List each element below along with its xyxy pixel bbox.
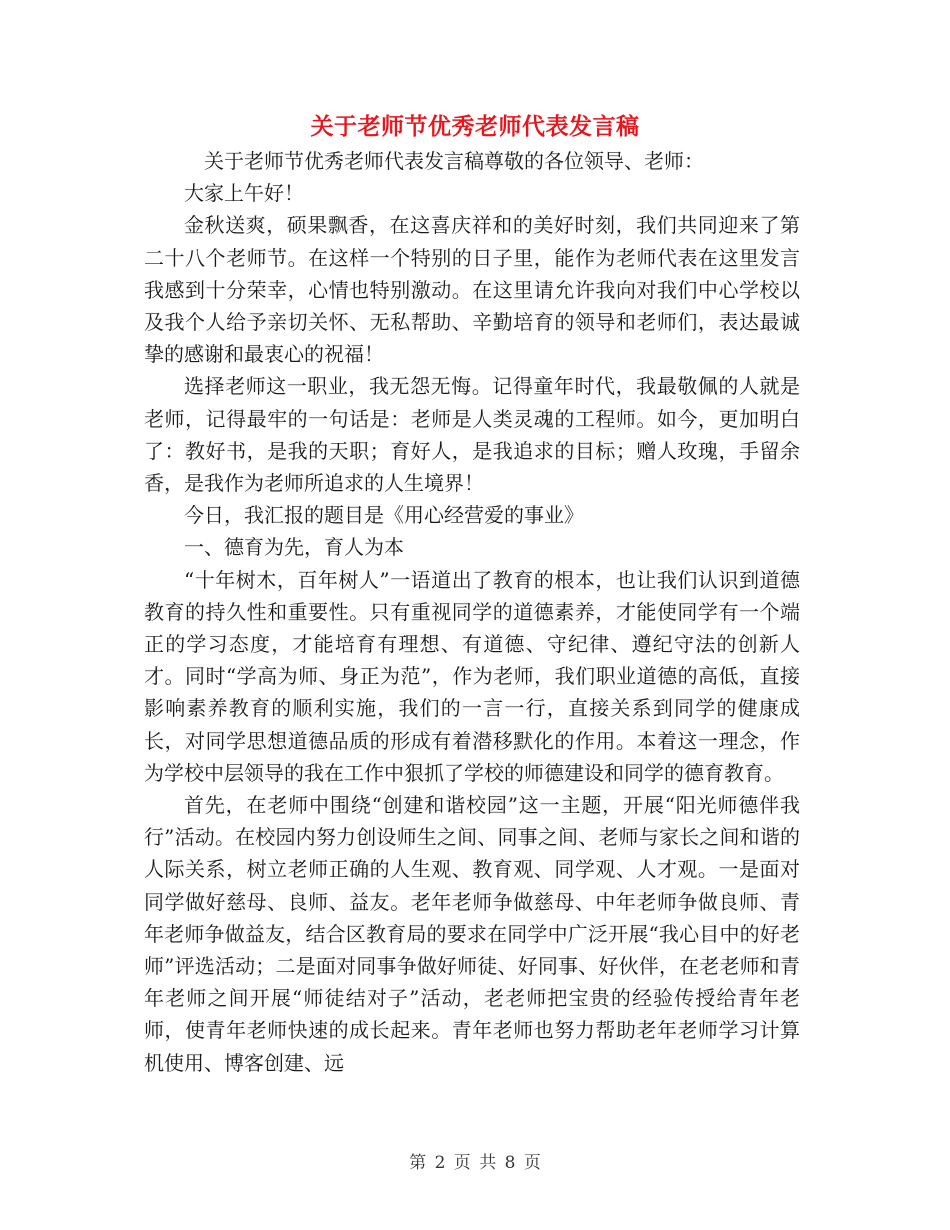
section-heading: 一、德育为先，育人为本	[184, 535, 404, 560]
page-number: 第 2 页 共 8 页	[409, 1153, 541, 1173]
paragraph: 金秋送爽，硕果飘香，在这喜庆祥和的美好时刻，我们共同迎来了第二十八个老师节。在这样一个特别的日子里，能作为老师代表在这里发言我感到十分荣幸，心情也特别激动。在这里请允许我向对我们中心学校以及我个人给予亲切关怀、无私帮助、辛勤培育的领导和老师们，表达最诚挚的感谢和最衷心的祝福！	[144, 213, 800, 367]
paragraph-report-topic: 今日，我汇报的题目是《用心经营爱的事业》	[184, 503, 584, 528]
document-title: 关于老师节优秀老师代表发言稿	[310, 113, 640, 140]
paragraph-greeting: 大家上午好！	[184, 181, 304, 206]
paragraph: “十年树木，百年树人”一语道出了教育的根本，也让我们认识到道德教育的持久性和重要性。只有重视同学的道德素养，才能使同学有一个端正的学习态度，才能培育有理想、有道德、守纪律、遵纪守法的创新人才。同时“学高为师、身正为范”，作为老师，我们职业道德的高低，直接影响素养教育的顺利实施，我们的一言一行，直接关系到同学的健康成长，对同学思想道德品质的形成有着潜移默化的作用。本着这一理念，作为学校中层领导的我在工作中狠抓了学校的师德建设和同学的德育教育。	[144, 567, 800, 785]
paragraph: 选择老师这一职业，我无怨无悔。记得童年时代，我最敬佩的人就是老师，记得最牢的一句话是：老师是人类灵魂的工程师。如今，更加明白了：教好书，是我的天职；育好人，是我追求的目标；赠人玫瑰，手留余香，是我作为老师所追求的人生境界！	[144, 374, 800, 496]
paragraph-salutation: 关于老师节优秀老师代表发言稿尊敬的各位领导、老师：	[204, 149, 704, 173]
document-body	[144, 145, 800, 1079]
paragraph: 首先，在老师中围绕“创建和谐校园”这一主题，开展“阳光师德伴我行”活动。在校园内努力创设师生之间、同事之间、老师与家长之间和谐的人际关系，树立老师正确的人生观、教育观、同学观、人才观。一是面对同学做好慈母、良师、益友。老年老师争做慈母、中年老师争做良师、青年老师争做益友，结合区教育局的要求在同学中广泛开展“我心目中的好老师”评选活动；二是面对同事争做好师徒、好同事、好伙伴，在老老师和青年老师之间开展“师徒结对子”活动，老老师把宝贵的经验传授给青年老师，使青年老师快速的成长起来。青年老师也努力帮助老年老师学习计算机使用、博客创建、远	[144, 793, 800, 1075]
